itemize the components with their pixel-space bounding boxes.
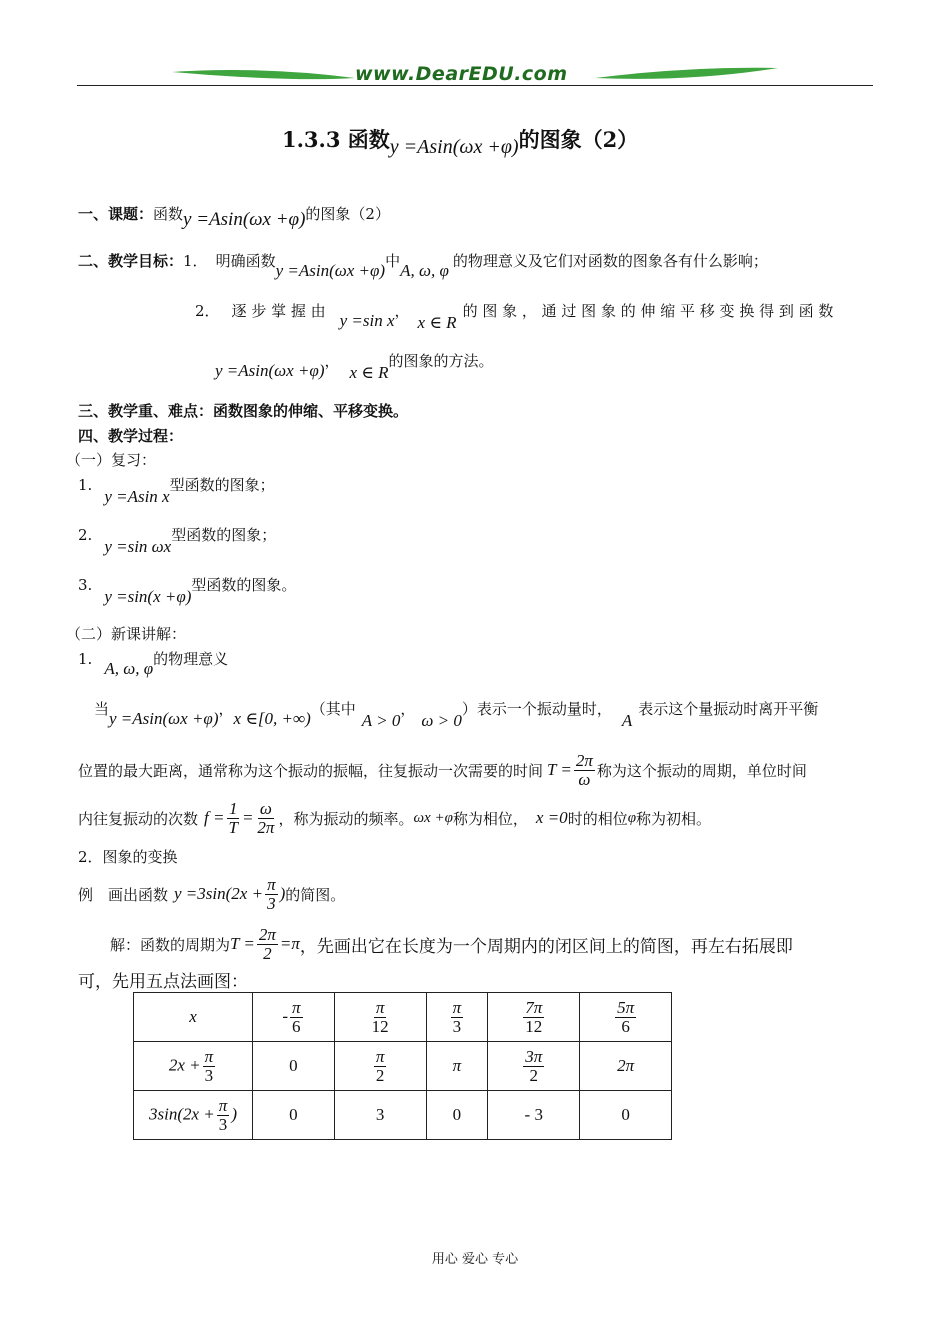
header-divider bbox=[77, 85, 873, 86]
point-1-num: 1. bbox=[78, 650, 93, 668]
solution-text2: ，先画出它在长度为一个周期内的闭区间上的简图，再左右拓展即 bbox=[299, 936, 793, 957]
table-row bbox=[134, 1091, 672, 1140]
cell-value: 2π bbox=[617, 1056, 635, 1075]
example-label: 例 画出函数 bbox=[78, 885, 169, 904]
goal-1-text3: 的物理意义及它们对函数的图象各有什么影响； bbox=[452, 252, 768, 270]
table-cell bbox=[134, 1042, 253, 1091]
point-1-formula: A, ω, φ bbox=[104, 659, 154, 678]
cell-den: 2 bbox=[375, 1065, 385, 1085]
table-cell bbox=[334, 1091, 426, 1140]
para-omega-cond: ω > 0 bbox=[421, 711, 462, 730]
five-point-table bbox=[133, 992, 672, 1140]
table-cell bbox=[253, 1042, 335, 1091]
section-topic-text: 函数 bbox=[153, 205, 184, 223]
x-zero-formula: x =0 bbox=[535, 808, 568, 827]
cell-value: π bbox=[452, 1056, 462, 1075]
title-prefix: 1.3.3 函数 bbox=[282, 127, 390, 152]
freq-formula: f = bbox=[204, 808, 225, 827]
example-fraction bbox=[265, 876, 278, 913]
table-cell bbox=[253, 993, 335, 1042]
review-item bbox=[78, 474, 275, 506]
freq-fraction-1-num: 1 bbox=[228, 798, 238, 818]
table-cell bbox=[488, 1091, 580, 1140]
para-A-cond: A > 0 bbox=[361, 711, 401, 730]
table-cell bbox=[426, 993, 488, 1042]
table-cell bbox=[580, 1091, 672, 1140]
page-title bbox=[282, 124, 639, 158]
cell-num: π bbox=[291, 997, 301, 1017]
para-where: （其中 bbox=[310, 700, 356, 718]
section-goals-label: 二、教学目标： bbox=[78, 252, 184, 270]
cell-num: π bbox=[375, 997, 385, 1017]
goal-2-line2 bbox=[215, 350, 494, 382]
section-topic-suffix: 的图象（2） bbox=[305, 205, 390, 223]
goal-2-comma2: ， bbox=[324, 352, 340, 370]
point-2-heading: 2．图象的变换 bbox=[78, 848, 178, 866]
para-line2-text: 位置的最大距离，通常称为这个振动的振幅，往复振动一次需要的时间 bbox=[78, 761, 544, 780]
example-fraction-den: 3 bbox=[267, 893, 276, 913]
solution-fraction-den: 2 bbox=[263, 943, 272, 963]
goal-2-text3: 的图象的方法。 bbox=[388, 352, 494, 370]
table-cell bbox=[253, 1091, 335, 1140]
cell-value: 0 bbox=[621, 1105, 630, 1124]
example-formula-a: y =3sin(2x + bbox=[174, 884, 264, 903]
table-cell bbox=[134, 1091, 253, 1140]
table-row bbox=[134, 993, 672, 1042]
table-cell bbox=[580, 1042, 672, 1091]
cell-num: 3π bbox=[525, 1046, 543, 1066]
goal-1-formula: y =Asin(ωx +φ) bbox=[275, 261, 386, 280]
para-domain: x ∈[0, +∞) bbox=[233, 709, 311, 728]
section-topic-label: 一、课题： bbox=[78, 205, 154, 223]
goal-2-domain2: x ∈ R bbox=[349, 363, 389, 382]
cell-num: 5π bbox=[617, 997, 635, 1017]
review-item-formula: y =Asin x bbox=[104, 487, 170, 506]
para-period-formula: T = bbox=[547, 760, 572, 779]
table-cell bbox=[426, 1091, 488, 1140]
goal-2-domain1: x ∈ R bbox=[417, 313, 457, 332]
goal-2-num: 2． bbox=[195, 302, 220, 320]
para-line3-text: 内往复振动的次数 bbox=[78, 809, 199, 828]
review-item-text: 型函数的图象。 bbox=[191, 576, 297, 594]
table-row bbox=[134, 1042, 672, 1091]
goal-2-formula1: y =sin x bbox=[339, 311, 395, 330]
solution-fraction-num: 2π bbox=[258, 924, 276, 944]
goal-2-formula2: y =Asin(ωx +φ) bbox=[215, 361, 325, 380]
freq-fraction-2-den: 2π bbox=[257, 817, 275, 837]
example-formula-b: ) bbox=[279, 884, 286, 903]
cell-value: 0 bbox=[289, 1056, 298, 1075]
page-footer: 用心 爱心 专心 bbox=[431, 1252, 519, 1267]
solution-period: T = bbox=[230, 934, 255, 953]
para-1-line1 bbox=[94, 698, 819, 730]
section-topic bbox=[78, 203, 390, 230]
goal-1-params: A, ω, φ bbox=[400, 261, 449, 280]
para-comma2: ， bbox=[400, 700, 416, 718]
goal-1 bbox=[78, 250, 768, 280]
period-fraction bbox=[574, 752, 595, 789]
table-cell bbox=[334, 993, 426, 1042]
freq-fraction-1 bbox=[226, 800, 239, 837]
example-text: 的简图。 bbox=[285, 885, 346, 904]
solution-text: 解：函数的周期为 bbox=[110, 935, 231, 954]
newlesson-label: （二）新课讲解： bbox=[66, 625, 187, 643]
goal-2-line1 bbox=[195, 300, 834, 332]
cell-num: π bbox=[375, 1046, 385, 1066]
cell-head-b: ) bbox=[231, 1103, 237, 1123]
para-main-formula: y =Asin(ωx +φ) bbox=[109, 709, 219, 728]
cell-den: 6 bbox=[621, 1016, 630, 1036]
table-cell bbox=[580, 993, 672, 1042]
cell-den: 6 bbox=[292, 1016, 301, 1036]
solution-equals-pi: =π bbox=[279, 934, 300, 953]
review-item-num: 3. bbox=[78, 576, 93, 594]
goal-1-text2: 中 bbox=[385, 252, 401, 270]
cell-value: - 3 bbox=[524, 1105, 543, 1124]
title-suffix: 的图象（2） bbox=[518, 127, 639, 152]
review-item bbox=[78, 574, 297, 606]
review-label: （一）复习： bbox=[66, 451, 157, 469]
example-line bbox=[78, 872, 345, 916]
para-line2-text2: 称为这个振动的周期，单位时间 bbox=[596, 761, 807, 780]
cell-num: 7π bbox=[525, 997, 543, 1017]
solution-line1 bbox=[110, 921, 793, 967]
cell-x-head: x bbox=[189, 1007, 197, 1026]
para-line3-text5: 称为初相。 bbox=[636, 809, 712, 828]
para-desc2: 表示这个量振动时离开平衡 bbox=[638, 700, 819, 718]
goal-2-comma: ， bbox=[394, 302, 410, 320]
period-fraction-den: ω bbox=[578, 769, 591, 789]
para-when: 当 bbox=[94, 700, 110, 718]
solution-line2: 可，先用五点法画图： bbox=[78, 972, 248, 992]
review-item-text: 型函数的图象； bbox=[171, 526, 277, 544]
table-cell bbox=[334, 1042, 426, 1091]
cell-num: π bbox=[204, 1046, 214, 1066]
goal-2-text: 逐 步 掌 握 由 bbox=[231, 302, 326, 320]
cell-den: 12 bbox=[371, 1016, 389, 1036]
review-item bbox=[78, 524, 277, 556]
goal-1-text: 明确函数 bbox=[215, 252, 276, 270]
cell-den: 3 bbox=[204, 1065, 214, 1085]
cell-den: 12 bbox=[525, 1016, 543, 1036]
title-formula: y =Asin(ωx +φ) bbox=[389, 136, 519, 158]
phi-symbol: φ bbox=[627, 809, 637, 826]
freq-equals: = bbox=[241, 808, 254, 827]
review-item-num: 1. bbox=[78, 476, 93, 494]
example-fraction-num: π bbox=[267, 874, 276, 894]
cell-value: 0 bbox=[452, 1105, 462, 1124]
goal-2-text2: 的 图 象 ， 通 过 图 象 的 伸 缩 平 移 变 换 得 到 函 数 bbox=[462, 302, 834, 320]
review-item-formula: y =sin(x +φ) bbox=[104, 587, 192, 606]
section-topic-formula: y =Asin(ωx +φ) bbox=[183, 209, 306, 230]
review-item-formula: y =sin ωx bbox=[104, 537, 172, 556]
newlesson-point-1 bbox=[78, 648, 229, 678]
para-desc1: ）表示一个振动量时， bbox=[461, 700, 612, 718]
cell-value: 3 bbox=[375, 1105, 385, 1124]
cell-sign: - bbox=[282, 1005, 288, 1025]
cell-num: π bbox=[452, 997, 462, 1017]
cell-head-a: 2x + bbox=[168, 1054, 201, 1074]
phase-formula: ωx +φ bbox=[413, 809, 453, 826]
solution-fraction bbox=[257, 926, 278, 963]
point-1-text: 的物理意义 bbox=[153, 650, 229, 668]
table-cell bbox=[488, 1042, 580, 1091]
review-item-text: 型函数的图象； bbox=[169, 476, 275, 494]
freq-fraction-2 bbox=[255, 800, 276, 837]
cell-value: 0 bbox=[289, 1105, 298, 1124]
cell-den: 3 bbox=[218, 1114, 228, 1134]
table-cell bbox=[488, 993, 580, 1042]
freq-fraction-1-den: T bbox=[228, 817, 238, 837]
cell-num: π bbox=[218, 1095, 228, 1115]
period-fraction-num: 2π bbox=[575, 750, 593, 770]
section-process: 四、教学过程： bbox=[78, 427, 184, 445]
para-1-line2 bbox=[78, 748, 807, 792]
para-line3-text2: ，称为振动的频率。 bbox=[278, 809, 414, 828]
cell-den: 3 bbox=[452, 1016, 462, 1036]
table-cell bbox=[134, 993, 253, 1042]
table-cell bbox=[426, 1042, 488, 1091]
goal-1-num: 1． bbox=[183, 252, 208, 270]
review-item-num: 2. bbox=[78, 526, 93, 544]
cell-den: 2 bbox=[529, 1065, 538, 1085]
section-key-points: 三、教学重、难点：函数图象的伸缩、平移变换。 bbox=[78, 402, 409, 420]
freq-fraction-2-num: ω bbox=[259, 798, 272, 818]
para-line3-text3: 称为相位， bbox=[452, 809, 528, 828]
para-line3-text4: 时的相位 bbox=[567, 809, 628, 828]
para-1-line3 bbox=[78, 796, 711, 840]
cell-head-a: 3sin(2x + bbox=[149, 1103, 215, 1123]
header-site-name: www.DearEDU.com bbox=[355, 63, 568, 85]
para-A: A bbox=[621, 711, 633, 730]
para-comma: ， bbox=[218, 700, 234, 718]
